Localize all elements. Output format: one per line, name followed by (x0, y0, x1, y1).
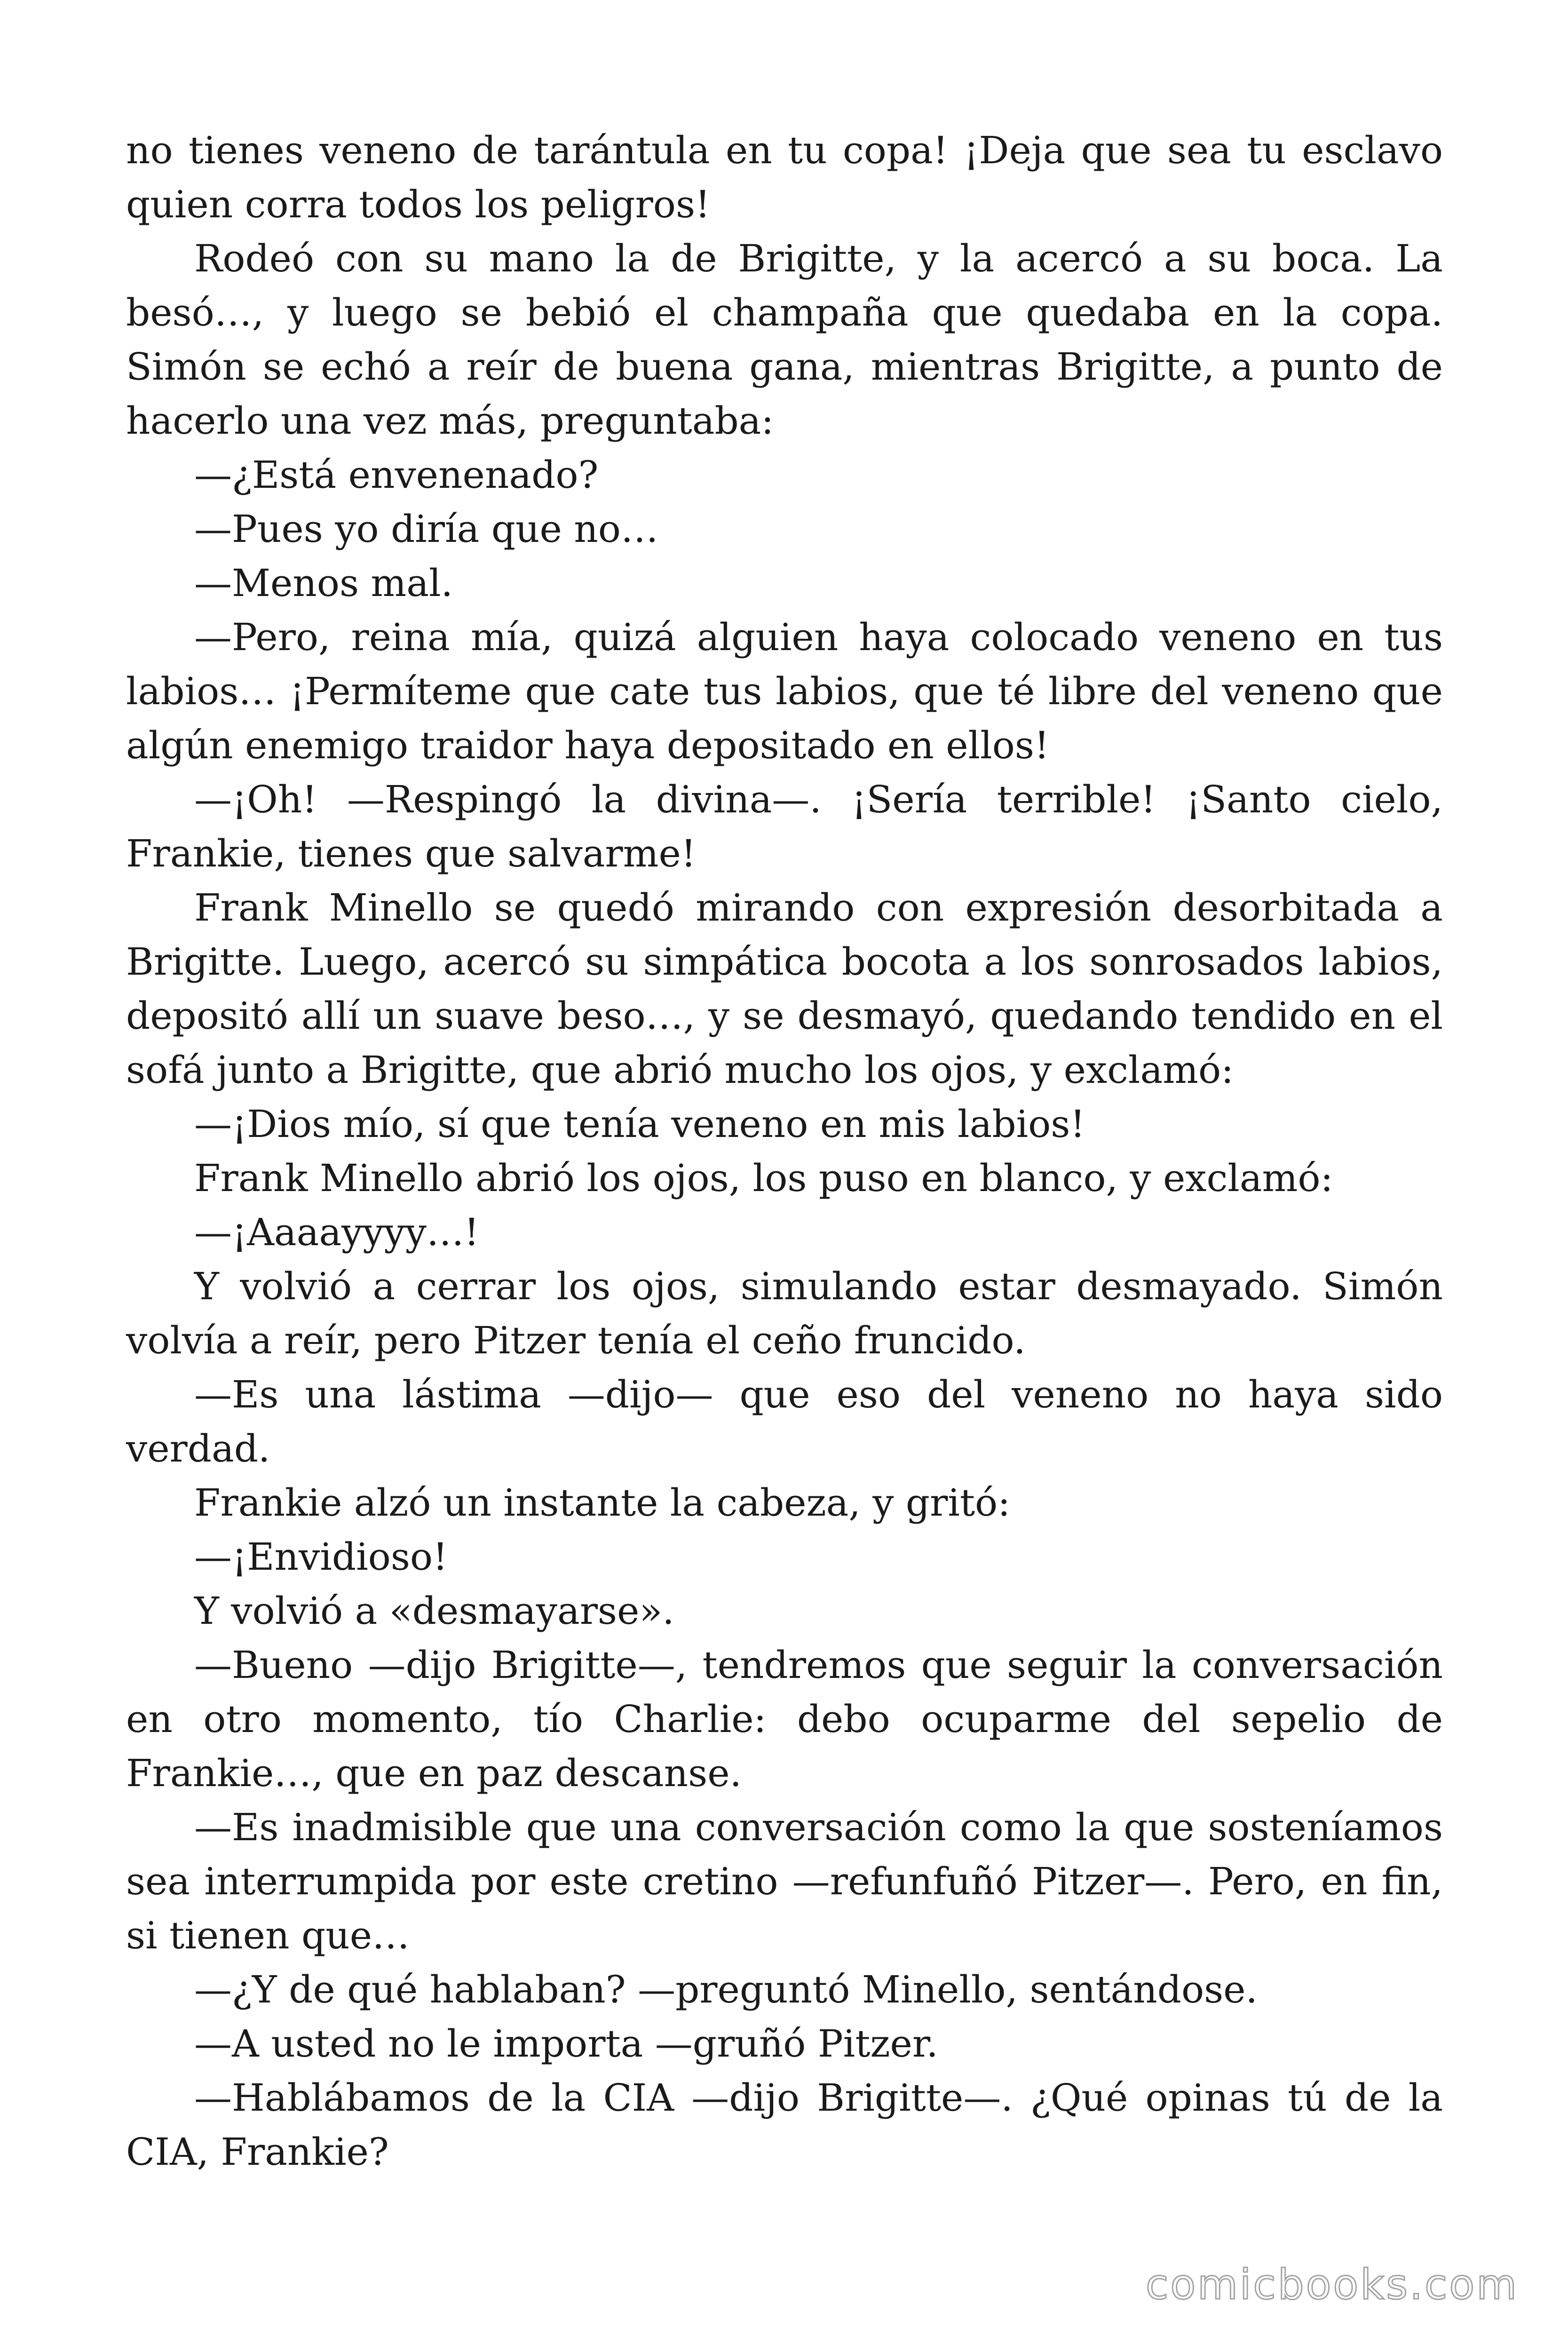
book-page-text (126, 123, 1443, 2179)
dialogue-line: —¡Oh! —Respingó la divina—. ¡Sería terrible! ¡Santo cielo, Frankie, tienes que salvarme! (126, 778, 1443, 875)
dialogue-line: —¡Dios mío, sí que tenía veneno en mis labios! (194, 1102, 1085, 1146)
paragraph: Y volvió a cerrar los ojos, simulando estar desmayado. Simón volvía a reír, pero Pitzer tenía el ceño fruncido. (126, 1264, 1443, 1362)
dialogue-line: —Es una lástima —dijo— que eso del veneno no haya sido verdad. (126, 1373, 1443, 1470)
dialogue-line: —¡Aaaayyyy…! (194, 1210, 479, 1254)
paragraph: Frank Minello se quedó mirando con expresión desorbitada a Brigitte. Luego, acercó su simpática bocota a los sonrosados labios, depositó allí un suave beso…, y se desmayó, quedando tendido en el sofá junto a Brigitte, que abrió mucho los ojos, y exclamó: (126, 886, 1443, 1092)
dialogue-line: —Pues yo diría que no… (194, 507, 658, 551)
dialogue-line: —Es inadmisible que una conversación como la que sosteníamos sea interrumpida por este cretino —refunfuñó Pitzer—. Pero, en fin, si tienen que… (126, 1805, 1443, 1957)
watermark-logo: comicbooks.com (1145, 2260, 1519, 2309)
dialogue-line: —Bueno —dijo Brigitte—, tendremos que seguir la conversación en otro momento, tío Charlie: debo ocuparme del sepelio de Frankie…, que en paz descanse. (126, 1643, 1443, 1795)
paragraph: Y volvió a «desmayarse». (194, 1589, 674, 1633)
dialogue-line: —¿Y de qué hablaban? —preguntó Minello, sentándose. (194, 1968, 1258, 2011)
dialogue-line: —Pero, reina mía, quizá alguien haya colocado veneno en tus labios… ¡Permíteme que cate tus labios, que té libre del veneno que algún enemigo traidor haya depositado en ellos! (126, 615, 1443, 767)
dialogue-line: —Menos mal. (194, 561, 453, 605)
dialogue-line: —¿Está envenenado? (194, 453, 599, 497)
paragraph: no tienes veneno de tarántula en tu copa! ¡Deja que sea tu esclavo quien corra todos los peligros! (126, 128, 1443, 226)
dialogue-line: —A usted no le importa —gruñó Pitzer. (194, 2022, 938, 2066)
paragraph: Frank Minello abrió los ojos, los puso en blanco, y exclamó: (194, 1156, 1333, 1200)
paragraph: Frankie alzó un instante la cabeza, y gritó: (194, 1481, 1011, 1525)
paragraph: Rodeó con su mano la de Brigitte, y la acercó a su boca. La besó…, y luego se bebió el champaña que quedaba en la copa. Simón se echó a reír de buena gana, mientras Brigitte, a punto de hacerlo una vez más, preguntaba: (126, 237, 1443, 443)
dialogue-line: —¡Envidioso! (194, 1535, 448, 1579)
dialogue-line: —Hablábamos de la CIA —dijo Brigitte—. ¿Qué opinas tú de la CIA, Frankie? (126, 2076, 1443, 2174)
